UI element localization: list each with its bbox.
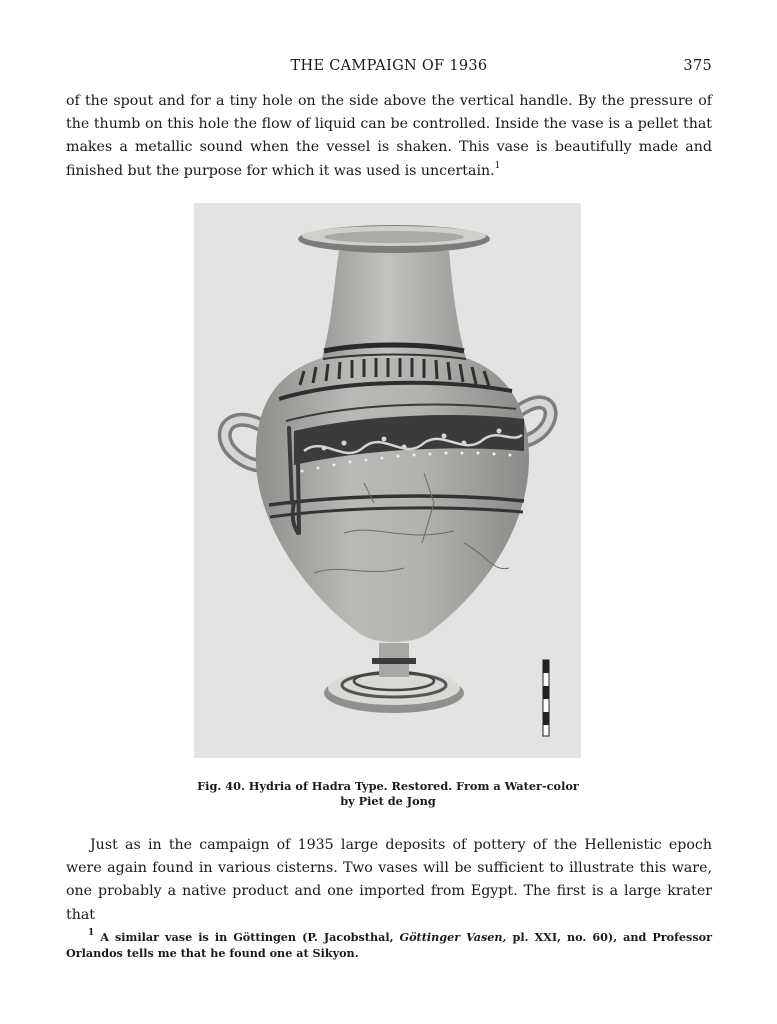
footnote-marker: 1 <box>88 928 95 939</box>
scale-bar <box>543 660 549 736</box>
footnote <box>66 929 712 961</box>
paragraph-top <box>66 90 712 183</box>
hydria-illustration <box>194 203 581 758</box>
footnote-reference: 1 <box>494 160 501 171</box>
footnote-text-before: A similar vase is in Göttingen (P. Jacobsthal, <box>100 930 394 944</box>
running-title: THE CAMPAIGN OF 1936 <box>290 58 488 74</box>
figure-caption <box>150 779 626 809</box>
paragraph-bottom <box>66 834 712 927</box>
page-number: 375 <box>683 58 712 74</box>
figure-caption-line-1: Fig. 40. Hydria of Hadra Type. Restored. From a Water-color <box>197 779 579 793</box>
footnote-text-after: pl. XXI, no. 60), and Professor Orlandos tells me that he found one at Sikyon. <box>66 930 712 960</box>
running-head <box>66 58 712 80</box>
paragraph-bottom-text: Just as in the campaign of 1935 large deposits of pottery of the Hellenistic epoch were again found in various cisterns. Two vases will be sufficient to illustrate this ware, one probably a native product and one imported from Egypt. The first is a large krater that <box>66 837 712 923</box>
figure-caption-line-2: by Piet de Jong <box>340 794 436 808</box>
paragraph-top-text: of the spout and for a tiny hole on the side above the vertical handle. By the pressure of the thumb on this hole the flow of liquid can be controlled. Inside the vase is a pellet that makes a metallic sound when the vessel is shaken. This vase is beautifully made and finished but the purpose for which it was used is uncertain. <box>66 93 712 179</box>
hydria-figure <box>194 203 581 758</box>
vase-neck <box>322 251 466 358</box>
footnote-italic-title: Göttinger Vasen, <box>399 930 507 944</box>
